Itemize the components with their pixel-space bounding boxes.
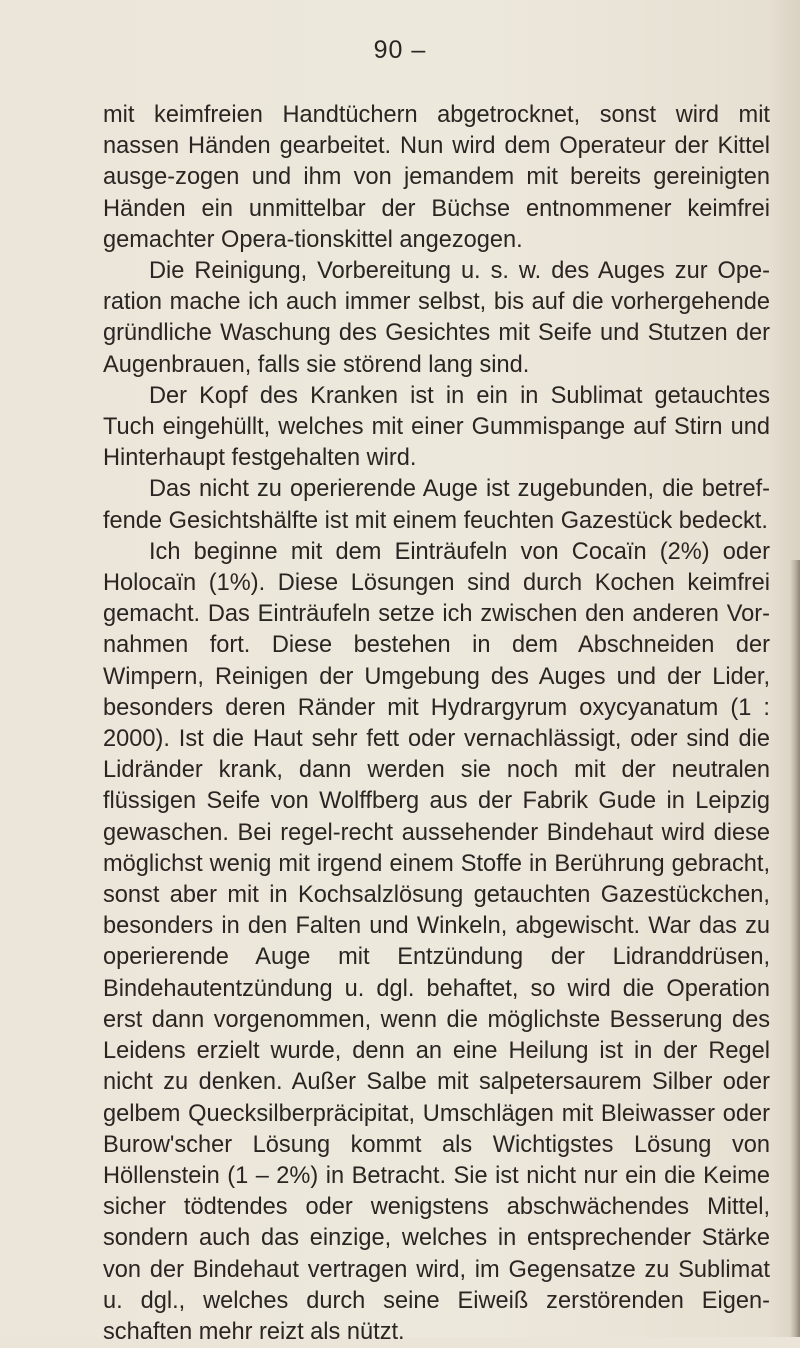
- page-edge-shadow: [790, 560, 800, 1337]
- paragraph-4: Das nicht zu operierende Auge ist zugebunden, die betref-fende Gesichtshälfte ist mit einem feuchten Gazestück bedeckt.: [103, 476, 770, 534]
- paragraph-1: mit keimfreien Handtüchern abgetrocknet, sonst wird mit nassen Händen gearbeitet. Nun wird dem Operateur der Kittel ausge-zogen und ihm von jemandem mit bereits gereinigten Händen ein unmittelbar der Büchse entnommener keimfrei gemachter Opera-tionskittel angezogen.: [103, 102, 770, 253]
- paragraph-3: Der Kopf des Kranken ist in ein in Sublimat getauchtes Tuch eingehüllt, welches mit einer Gummispange auf Stirn und Hinterhaupt festgehalten wird.: [103, 382, 770, 472]
- paragraph-2: Die Reinigung, Vorbereitung u. s. w. des Auges zur Ope-ration mache ich auch immer selbst, bis auf die vorhergehende gründliche Waschung des Gesichtes mit Seife und Stutzen der Augenbrauen, falls sie störend lang sind.: [103, 258, 770, 378]
- page-number: 90 –: [373, 36, 427, 64]
- paragraph-5: Ich beginne mit dem Einträufeln von Cocaïn (2%) oder Holocaïn (1%). Diese Lösungen sind durch Kochen keimfrei gemacht. Das Einträufeln setze ich zwischen den anderen Vor-nahmen fort. Diese bestehen in dem Abschneiden der Wimpern, Reinigen der Umgebung des Auges und der Lider, besonders deren Ränder mit Hydrargyrum oxycyanatum (1 : 2000). Ist die Haut sehr fett oder vernachlässigt, oder sind die Lidränder krank, dann werden sie noch mit der neutralen flüssigen Seife von Wolffberg aus der Fabrik Gude in Leipzig gewaschen. Bei regel-recht aussehender Bindehaut wird diese möglichst wenig mit irgend einem Stoffe in Berührung gebracht, sonst aber mit in Kochsalzlösung getauchten Gazestückchen, besonders in den Falten und Winkeln, abgewischt. War das zu operierende Auge mit Entzündung der Lidranddrüsen, Bindehautentzündung u. dgl. behaftet, so wird die Operation erst dann vorgenommen, wenn die möglichste Besserung des Leidens erzielt wurde, denn an eine Heilung ist in der Regel nicht zu denken. Außer Salbe mit salpetersaurem Silber oder gelbem Quecksilberpräcipitat, Umschlägen mit Bleiwasser oder Burow'scher Lösung kommt als Wichtigstes Lösung von Höllenstein (1 – 2%) in Betracht. Sie ist nicht nur ein die Keime sicher tödtendes oder wenigstens abschwächendes Mittel, sondern auch das einzige, welches in entsprechender Stärke von der Bindehaut vertragen wird, im Gegensatze zu Sublimat u. dgl., welches durch seine Eiweiß zerstörenden Eigen-schaften mehr reizt als nützt.: [103, 538, 770, 1345]
- body-text: [103, 100, 770, 1348]
